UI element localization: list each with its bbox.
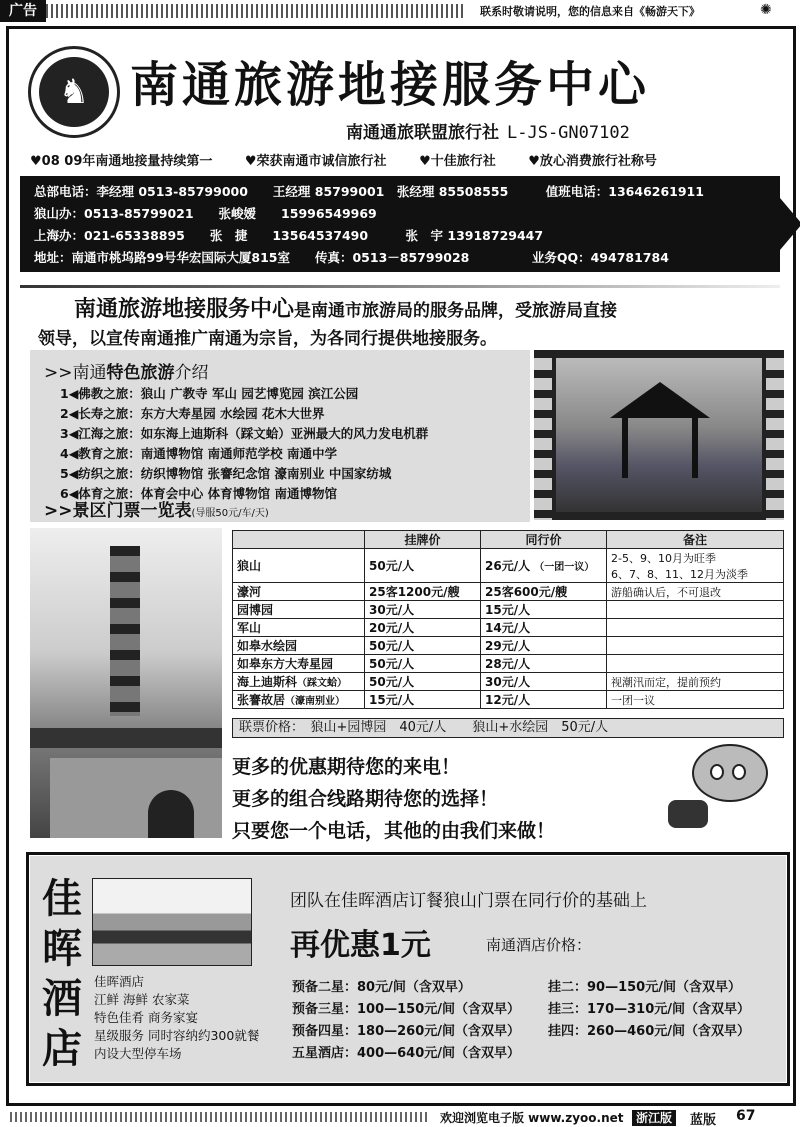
hotel-price: 五星酒店：400—640元/间（含双早） (292, 1046, 521, 1061)
intro-paragraph (38, 296, 778, 353)
honor-item: ♥放心消费旅行社称号 (528, 154, 657, 169)
intro-text: 领导，以宣传南通推广南通为宗旨，为各同行提供地接服务。 (38, 329, 497, 349)
edition-label: 蓝版 (690, 1113, 717, 1127)
source-note: 联系时敬请说明，您的信息来自《畅游天下》 (480, 5, 700, 18)
hotel-feature: 内设大型停车场 (94, 1046, 182, 1061)
ad-tag: 广告 (0, 0, 46, 22)
hotel-price: 挂四：260—460元/间（含双早） (548, 1024, 751, 1039)
table-row: 濠河 25客1200元/艘 25客600元/艘 游船确认后，不可退改 (233, 583, 784, 601)
honor-item: ♥十佳旅行社 (419, 154, 496, 169)
honor-item: ♥08 09年南通地接量持续第一 (30, 154, 213, 169)
hotel-price: 挂三：170—310元/间（含双早） (548, 1002, 751, 1017)
feature-item: 6◀体育之旅：体育会中心 体育博物馆 南通博物馆 (60, 486, 338, 501)
table-row: 海上迪斯科（踩文蛤） 50元/人 30元/人 视潮汛而定，提前预约 (233, 673, 784, 691)
contact-row: 总部电话：李经理 0513-85799000 王经理 85799001 张经理 85508555 值班电话：13646261911 (34, 184, 704, 199)
film-strip (534, 350, 552, 520)
hotel-price: 预备三星：100—150元/间（含双早） (292, 1002, 521, 1017)
feature-item: 2◀长寿之旅：东方大寿星园 水绘园 花木大世界 (60, 406, 325, 421)
table-row: 如皋水绘园 50元/人 29元/人 (233, 637, 784, 655)
hotel-promo: 再优惠1元 (290, 928, 431, 963)
footer-stripes (10, 1112, 430, 1122)
honor-item: ♥荣获南通市诚信旅行社 (244, 154, 387, 169)
hotel-feature: 佳晖酒店 (94, 974, 145, 989)
top-stripes (46, 4, 466, 18)
slogan: 只要您一个电话，其他的由我们来做！ (232, 820, 556, 842)
page-title: 南通旅游地接服务中心 (130, 57, 651, 113)
agency-line (346, 118, 630, 143)
features-heading: >>南通特色旅游介绍 (44, 363, 209, 383)
edition-badge: 浙江版 (632, 1110, 676, 1126)
feature-item: 1◀佛教之旅：狼山 广教寺 军山 园艺博览园 滨江公园 (60, 386, 359, 401)
intro-text: 是南通市旅游局的服务品牌，受旅游局直接 (294, 301, 618, 321)
pagoda-photo (30, 528, 222, 838)
slogan: 更多的优惠期待您的来电！ (232, 756, 461, 778)
ticket-price-table (232, 530, 784, 709)
hotel-photo (92, 878, 252, 966)
column-header: 同行价 (481, 531, 607, 549)
feature-item: 4◀教育之旅：南通博物馆 南通师范学校 南通中学 (60, 446, 338, 461)
magazine-logo-icon: ✺ (760, 2, 772, 18)
hotel-offer: 团队在佳晖酒店订餐狼山门票在同行价的基础上 (290, 891, 647, 911)
contact-box (20, 176, 780, 272)
horse-icon: ♞ (39, 57, 109, 127)
hotel-name-vertical: 佳 晖 酒 店 (42, 876, 82, 1072)
license-number: L-JS-GN07102 (507, 123, 630, 143)
hotel-feature: 星级服务 同时容纳约300就餐 (94, 1028, 260, 1043)
table-row: 军山 20元/人 14元/人 (233, 619, 784, 637)
agency-logo (28, 46, 120, 138)
feature-item: 5◀纺织之旅：纺织博物馆 张謇纪念馆 濠南别业 中国家纺城 (60, 466, 392, 481)
column-header: 挂牌价 (365, 531, 481, 549)
arrow-icon (780, 198, 800, 250)
column-header: 备注 (607, 531, 784, 549)
column-header (233, 531, 365, 549)
hotel-price: 预备四星：180—260元/间（含双早） (292, 1024, 521, 1039)
pavilion-photo (534, 350, 784, 520)
table-row: 狼山 50元/人 26元/人 （一团一议） 2-5、9、10月为旺季 6、7、8、11、12月为淡季 (233, 549, 784, 583)
page-number: 67 (736, 1108, 756, 1124)
feature-item: 3◀江海之旅：如东海上迪斯科（踩文蛤）亚洲最大的风力发电机群 (60, 426, 429, 441)
intro-lead: 南通旅游地接服务中心 (74, 297, 295, 322)
contact-row: 上海办：021-65338895 张 捷 13564537490 张 宇 13918729447 (34, 228, 544, 243)
guide-fee-note: (导服50元/车/天) (191, 508, 269, 519)
mascot-phone-illustration (666, 740, 776, 836)
table-row: 如皋东方大寿星园 50元/人 28元/人 (233, 655, 784, 673)
table-row: 园博园 30元/人 15元/人 (233, 601, 784, 619)
combo-ticket-price: 联票价格： 狼山+园博园 40元/人 狼山+水绘园 50元/人 (232, 718, 784, 738)
hotel-price-label: 南通酒店价格： (486, 936, 592, 954)
film-strip (766, 350, 784, 520)
contact-row: 地址：南通市桃坞路99号华宏国际大厦815室 传真：0513－85799028 业务QQ：494781784 (34, 250, 669, 265)
table-header-row (233, 531, 784, 549)
honors-row (30, 150, 790, 169)
agency-name: 南通通旅联盟旅行社 (346, 123, 499, 143)
footer-website[interactable]: 欢迎浏览电子版 www.zyoo.net (440, 1111, 624, 1125)
hotel-feature: 江鲜 海鲜 农家菜 (94, 992, 190, 1007)
divider (20, 285, 780, 288)
contact-row: 狼山办：0513-85799021 张峻嫒 15996549969 (34, 206, 377, 221)
hotel-price: 预备二星：80元/间（含双早） (292, 980, 471, 995)
table-row: 张謇故居（濠南别业） 15元/人 12元/人 一团一议 (233, 691, 784, 709)
tickets-heading: >>景区门票一览表(导服50元/车/天) (44, 501, 269, 521)
hotel-feature: 特色佳肴 商务家宴 (94, 1010, 198, 1025)
slogan: 更多的组合线路期待您的选择！ (232, 788, 499, 810)
hotel-price: 挂二：90—150元/间（含双早） (548, 980, 741, 995)
telephone-icon (668, 800, 708, 828)
